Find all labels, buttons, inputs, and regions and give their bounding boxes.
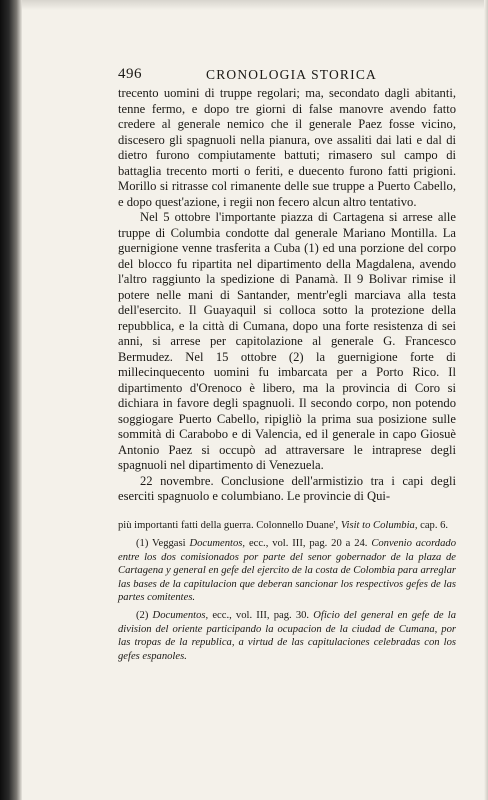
page-top-edge [0,0,488,10]
main-text [118,86,456,505]
footnote-marker: (2) [136,610,149,622]
page-header [118,66,454,86]
footnote-quote: Oficio del general en gefe de la division del oriente participando la ocupacion de la ciudad de Cumana, por las tropas de la republica, a virtud de las capitulaciones celebradas con los gefes espanoles. [118,610,457,662]
footnote-source: Documentos, [189,538,246,550]
footnote-reference: ecc., vol. III, pag. 30. [212,610,310,622]
page-number: 496 [118,66,142,82]
footnote-marker: (1) Veggasi [136,538,186,550]
footnote-2 [118,609,456,663]
paragraph: trecento uomini di truppe regolari; ma, secondato dagli abitanti, tenne fermo, e dopo tre giorni di false manovre avendo fatto credere al generale nemico che il generale Paez fosse vicino, discesero gli spagnuoli nella pianura, ove assaliti dai lati e dal di dietro furono compiutamente battuti; rimasero sul campo di battaglia trecento morti o feriti, e duecento furono fatti prigioni. Morillo si ritrasse col rimanente delle sue truppe a Puerto Cabello, e dopo quest'azione, i regii non fecero alcun altro tentativo. [118,86,456,209]
footnotes [118,519,456,668]
paragraph: Nel 5 ottobre l'importante piazza di Cartagena si arrese alle truppe di Columbia condotte dal generale Mariano Montilla. La guernigione venne trasferita a Cuba (1) ed una porzione del corpo del blocco fu ripartita nel dipartimento della Magdalena, avendo l'altro raggiunto la spedizione di Panamà. Il 9 Bolivar rimise il potere nelle mani di Santander, mentr'egli marciava alla testa dell'esercito. Il Guayaquil si colloca sotto la protezione della repubblica, e la città di Cumana, dopo una forte resistenza di sei anni, si arrese per capitolazione al generale G. Francesco Bermudez. Nel 15 ottobre (2) la guernigione forte di millecinquecento uomini fu imbarcata per a Porto Rico. Il dipartimento d'Orenoco è libero, ma la provincia di Coro si dichiara in favore degli spagnuoli. Il secondo corpo, non potendo soggiogare Puerto Cabello, ripigliò la prima sua posizione sulle sommità di Carabobo e di Valencia, ed il generale in capo Giosuè Antonio Paez si occupò ad attraversare le intraprese degli spagnuoli nel dipartimento di Venezuela. [118,210,456,472]
paragraph: 22 novembre. Conclusione dell'armistizio tra i capi degli eserciti spagnuolo e columbiano. Le provincie di Qui- [118,473,456,503]
running-title: CRONOLOGIA STORICA [206,67,377,82]
footnote-continuation [118,519,456,532]
footnote-title: Visit to Columbia, [340,520,418,531]
footnote-text: cap. 6. [420,520,449,531]
book-binding-shadow [0,0,22,800]
footnote-reference: ecc., vol. III, pag. 20 a 24. [248,538,368,550]
footnote-1 [118,537,456,604]
footnote-source: Documentos, [152,610,209,622]
footnote-text: più importanti fatti della guerra. Colonnello Duane', [118,520,339,531]
footnote-quote: Convenio acordado entre los dos comisionados por parte del senor gobernador de la plaza de Cartagena y general en gefe del ejercito de la costa de Colombia para arreglar las bases de la capitulacion que deberan sancionar los respectivos gefes de las partes comitentes. [118,538,456,604]
page-right-edge [484,0,488,800]
